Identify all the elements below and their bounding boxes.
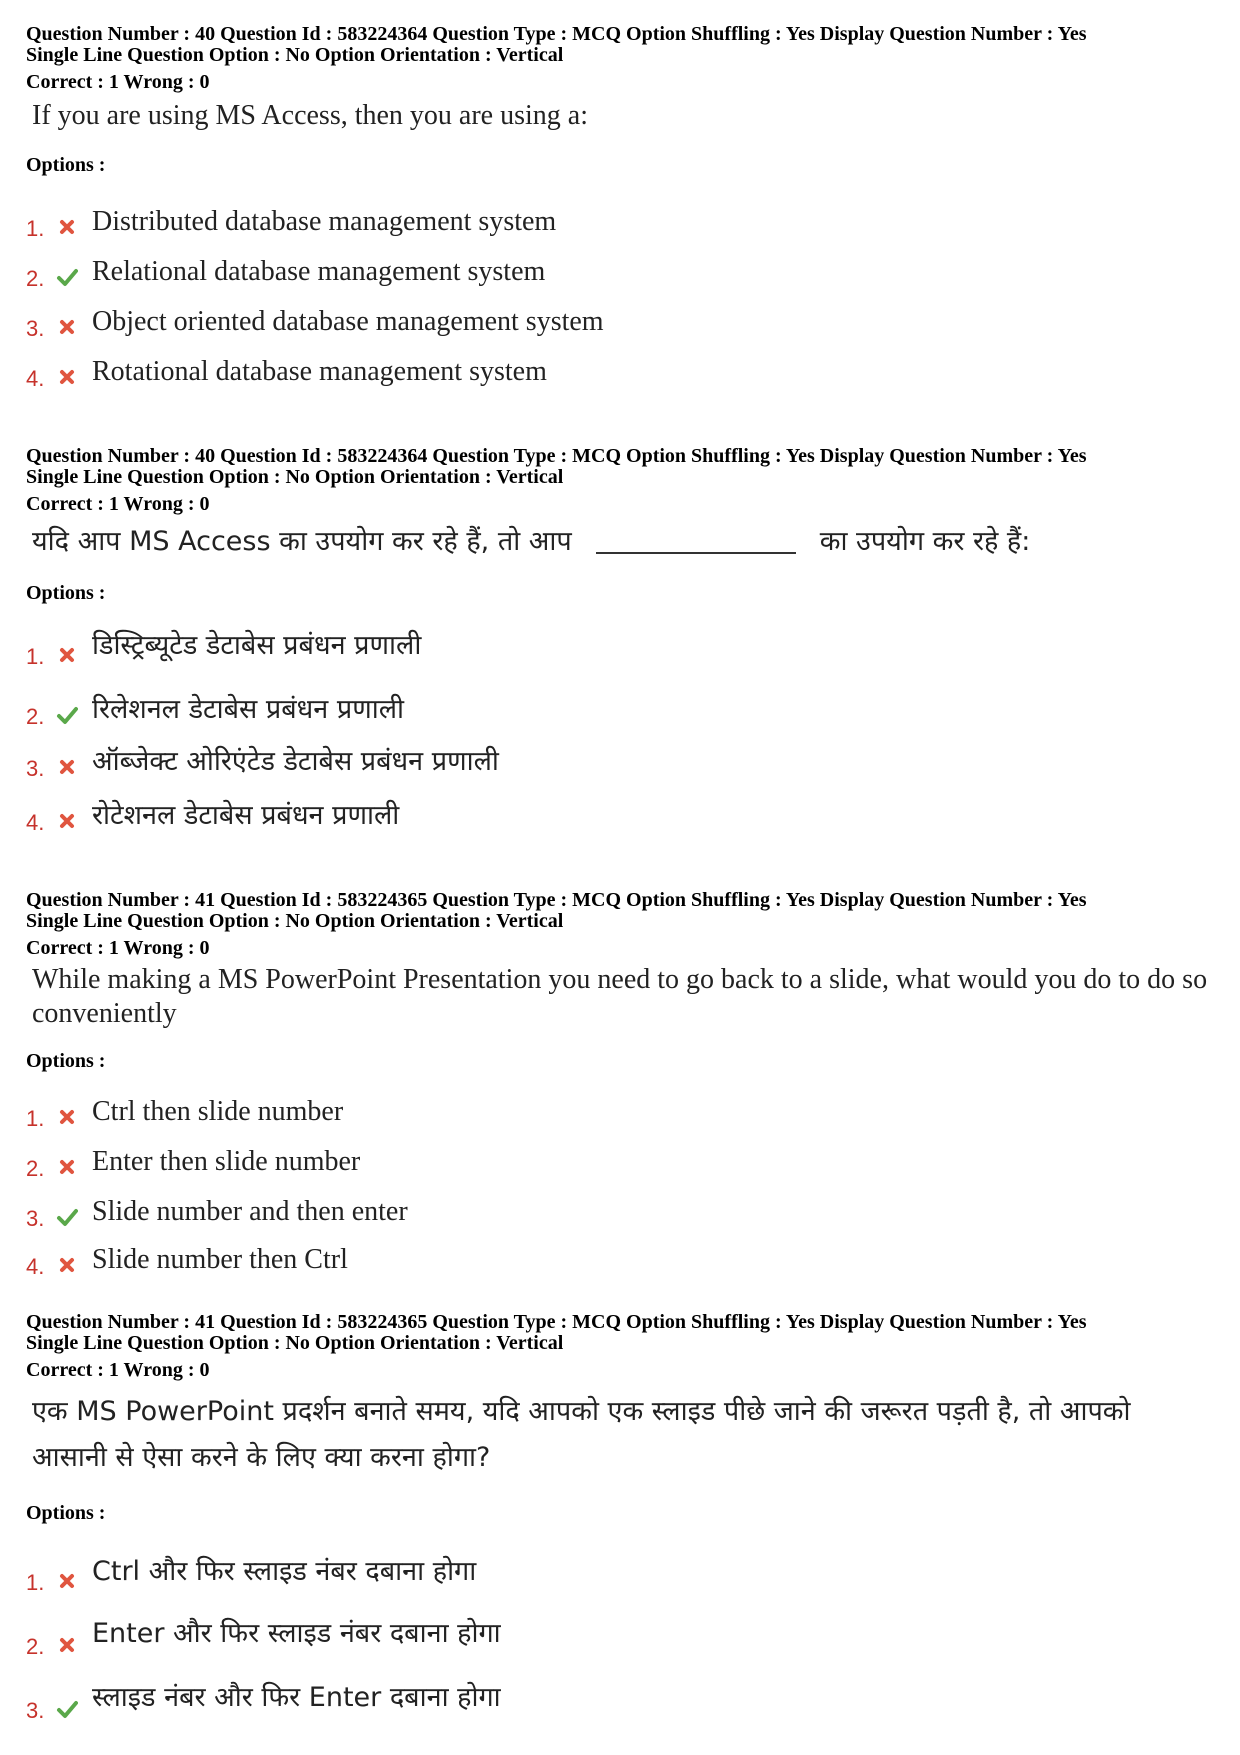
- option-text: रोटेशनल डेटाबेस प्रबंधन प्रणाली: [92, 800, 400, 831]
- option-number: 3.: [26, 1206, 45, 1231]
- cross-icon: [56, 1570, 78, 1592]
- option-number: 1.: [26, 216, 45, 241]
- option-text: Slide number and then enter: [92, 1196, 408, 1227]
- option-text: Slide number then Ctrl: [92, 1244, 348, 1275]
- check-icon: [56, 704, 78, 726]
- question-meta-line2: Single Line Question Option : No Option Orientation : Vertical: [26, 910, 564, 932]
- question-meta-line1: Question Number : 41 Question Id : 583224365 Question Type : MCQ Option Shuffling : Yes Display Question Number : Yes: [26, 889, 1087, 911]
- option-number: 3.: [26, 1698, 45, 1723]
- question-marks: Correct : 1 Wrong : 0: [26, 1359, 210, 1381]
- cross-icon: [56, 366, 78, 388]
- question-text-before-blank: यदि आप MS Access का उपयोग कर रहे हैं, तो आप: [32, 526, 572, 557]
- option-text: डिस्ट्रिब्यूटेड डेटाबेस प्रबंधन प्रणाली: [92, 630, 422, 661]
- option-number: 4.: [26, 810, 45, 835]
- option-text: Enter then slide number: [92, 1146, 361, 1177]
- cross-icon: [56, 1254, 78, 1276]
- question-marks: Correct : 1 Wrong : 0: [26, 493, 210, 515]
- check-icon: [56, 1698, 78, 1720]
- option-number: 4.: [26, 366, 45, 391]
- cross-icon: [56, 216, 78, 238]
- question-text: [32, 525, 1216, 559]
- options-label: Options :: [26, 1050, 106, 1072]
- question-text: एक MS PowerPoint प्रदर्शन बनाते समय, यदि आपको एक स्लाइड पीछे जाने की जरूरत पड़ती है, तो आपको आसानी से ऐसा करने के लिए क्या करना होगा?: [32, 1396, 1131, 1473]
- cross-icon: [56, 316, 78, 338]
- option-number: 3.: [26, 756, 45, 781]
- option-text: Relational database management system: [92, 256, 546, 287]
- question-meta-line2: Single Line Question Option : No Option Orientation : Vertical: [26, 466, 564, 488]
- option-text: Object oriented database management system: [92, 306, 604, 337]
- question-marks: Correct : 1 Wrong : 0: [26, 71, 210, 93]
- option-number: 1.: [26, 1106, 45, 1131]
- option-number: 1.: [26, 644, 45, 669]
- option-text: Rotational database management system: [92, 356, 547, 387]
- option-text: स्लाइड नंबर और फिर Enter दबाना होगा: [92, 1682, 501, 1713]
- option-number: 2.: [26, 1156, 45, 1181]
- option-text: रिलेशनल डेटाबेस प्रबंधन प्रणाली: [92, 694, 405, 725]
- question-meta-line1: Question Number : 40 Question Id : 583224364 Question Type : MCQ Option Shuffling : Yes Display Question Number : Yes: [26, 445, 1087, 467]
- option-number: 2.: [26, 266, 45, 291]
- option-number: 2.: [26, 1634, 45, 1659]
- options-label: Options :: [26, 582, 106, 604]
- question-block-3: [26, 889, 1216, 1279]
- options-label: Options :: [26, 154, 106, 176]
- option-number: 1.: [26, 1570, 45, 1595]
- check-icon: [56, 1206, 78, 1228]
- question-block-4: [26, 1311, 1216, 1723]
- question-text: While making a MS PowerPoint Presentation you need to go back to a slide, what would you do to do so conveniently: [32, 964, 1208, 1029]
- cross-icon: [56, 810, 78, 832]
- question-block-2: [26, 445, 1216, 835]
- option-text: Ctrl then slide number: [92, 1096, 344, 1127]
- options-label: Options :: [26, 1502, 106, 1524]
- question-meta-line1: Question Number : 41 Question Id : 583224365 Question Type : MCQ Option Shuffling : Yes Display Question Number : Yes: [26, 1311, 1087, 1333]
- fill-in-blank: [596, 552, 796, 554]
- option-text: ऑब्जेक्ट ओरिएंटेड डेटाबेस प्रबंधन प्रणाली: [92, 746, 499, 777]
- question-meta-line2: Single Line Question Option : No Option Orientation : Vertical: [26, 1332, 564, 1354]
- question-marks: Correct : 1 Wrong : 0: [26, 937, 210, 959]
- option-number: 4.: [26, 1254, 45, 1279]
- option-text: Enter और फिर स्लाइड नंबर दबाना होगा: [92, 1618, 501, 1649]
- question-meta-line1: Question Number : 40 Question Id : 583224364 Question Type : MCQ Option Shuffling : Yes Display Question Number : Yes: [26, 23, 1087, 45]
- option-text: Distributed database management system: [92, 206, 557, 237]
- cross-icon: [56, 1106, 78, 1128]
- option-number: 3.: [26, 316, 45, 341]
- question-text: If you are using MS Access, then you are using a:: [32, 100, 588, 131]
- question-meta-line2: Single Line Question Option : No Option Orientation : Vertical: [26, 44, 564, 66]
- option-text: Ctrl और फिर स्लाइड नंबर दबाना होगा: [92, 1556, 477, 1587]
- check-icon: [56, 266, 78, 288]
- cross-icon: [56, 644, 78, 666]
- cross-icon: [56, 1634, 78, 1656]
- question-block-1: [26, 23, 1216, 391]
- question-text-after-blank: का उपयोग कर रहे हैं:: [819, 526, 1031, 557]
- cross-icon: [56, 756, 78, 778]
- option-number: 2.: [26, 704, 45, 729]
- cross-icon: [56, 1156, 78, 1178]
